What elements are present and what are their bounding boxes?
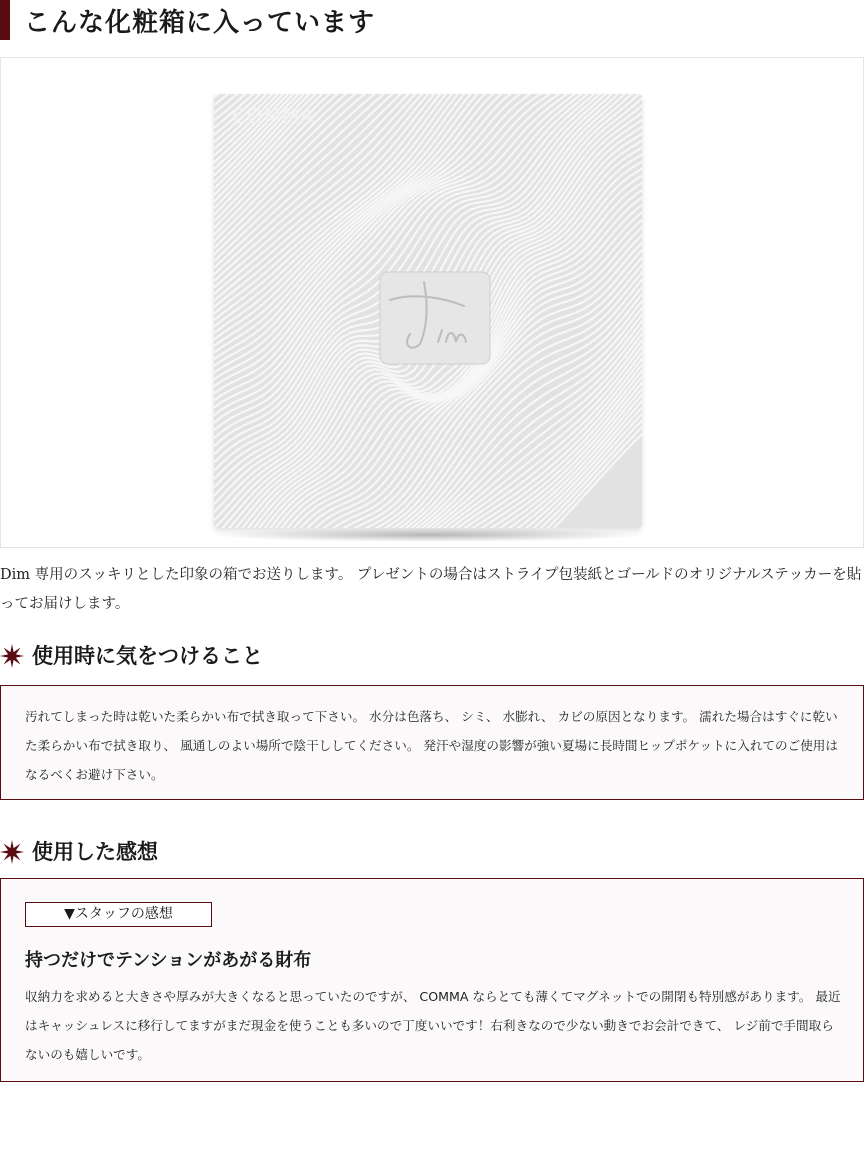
care-note-box bbox=[0, 685, 864, 800]
header-accent-bar bbox=[0, 0, 10, 40]
review-title: 持つだけでテンションがあがる財布 bbox=[25, 950, 312, 971]
review-box bbox=[0, 878, 864, 1082]
care-section-title: 使用時に気をつけること bbox=[32, 643, 263, 668]
care-section-heading bbox=[0, 640, 864, 672]
staff-review-tag: ▼スタッフの感想 bbox=[25, 902, 212, 927]
review-section-heading bbox=[0, 836, 864, 868]
gift-box-image bbox=[214, 94, 642, 528]
box-shadow bbox=[209, 528, 649, 542]
care-note-text: 汚れてしまった時は乾いた柔らかい布で拭き取って下さい。 水分は色落ち、 シミ、 水膨れ、 カビの原因となります。 濡れた場合はすぐに乾いた柔らかい布で拭き取り、 風通しのよい場所で陰干ししてください。 発汗や湿度の影響が強い夏場に長時間ヒップポケットに入れてのご使用はなるべくお避け下さい。 bbox=[25, 709, 838, 782]
page-title: こんな化粧箱に入っています bbox=[24, 8, 376, 38]
product-photo bbox=[0, 57, 864, 548]
star-burst-icon bbox=[0, 644, 24, 668]
box-brand-text: COMMA bbox=[232, 104, 315, 128]
wave-pattern bbox=[214, 94, 642, 528]
star-burst-icon bbox=[0, 840, 24, 864]
review-text: 収納力を求めると大きさや厚みが大きくなると思っていたのですが、 COMMA ならとても薄くてマグネットでの開閉も特別感があります。 最近はキャッシュレスに移行してますがまだ現金を使うことも多いので丁度いいです！右利きなので少ない動きでお会計できて、 レジ前で手間取らないのも嬉しいです。 bbox=[25, 989, 841, 1062]
review-section-title: 使用した感想 bbox=[32, 839, 158, 864]
page-header bbox=[0, 0, 864, 44]
logo-plate bbox=[380, 272, 490, 364]
package-description: Dim 専用のスッキリとした印象の箱でお送りします。 プレゼントの場合はストライプ包装紙とゴールドのオリジナルステッカーを貼ってお届けします。 bbox=[0, 567, 862, 612]
